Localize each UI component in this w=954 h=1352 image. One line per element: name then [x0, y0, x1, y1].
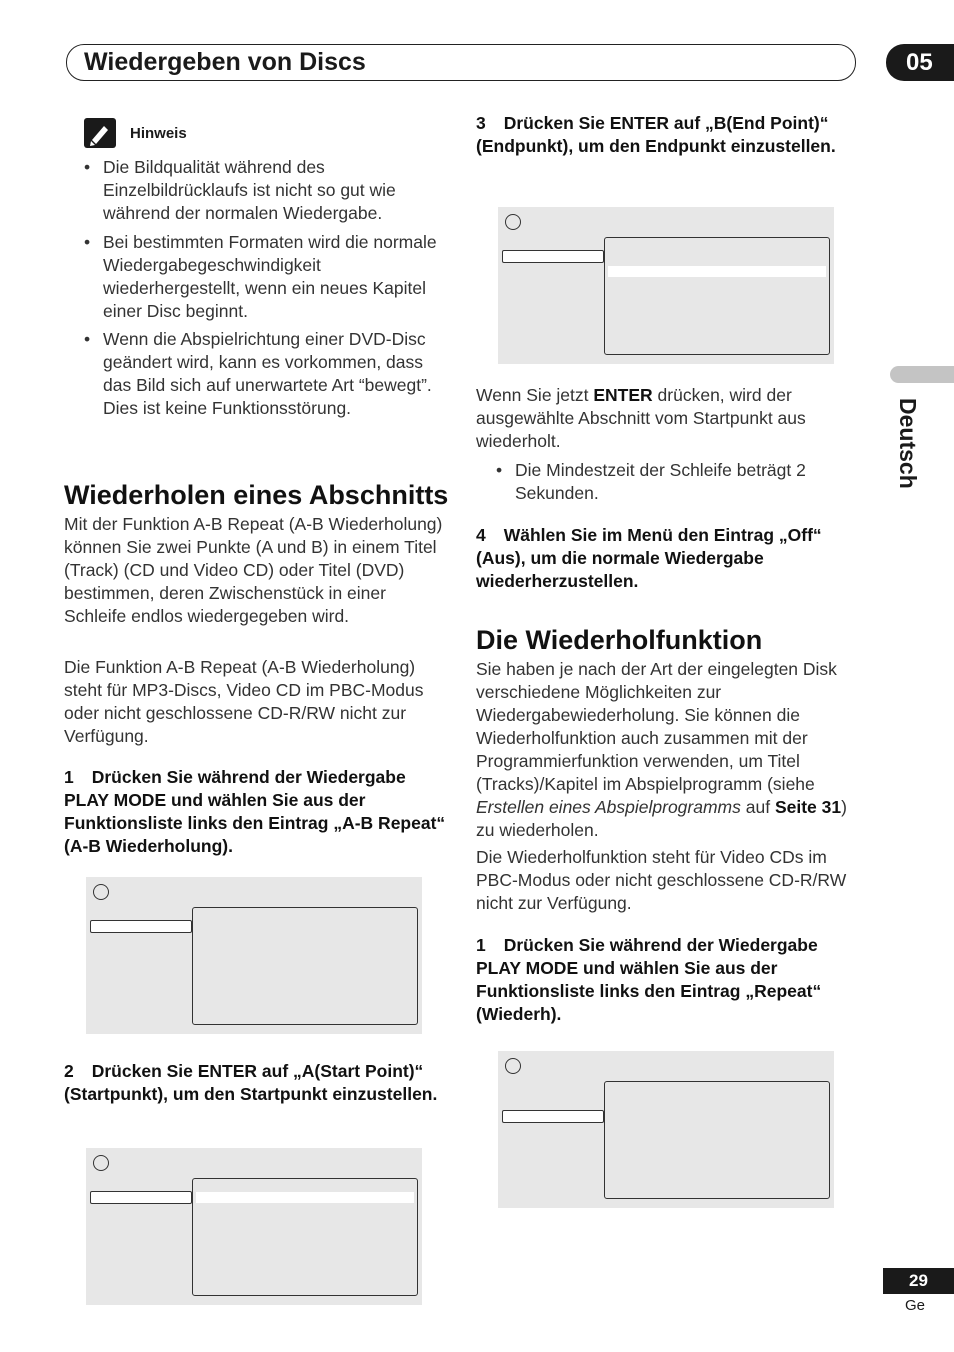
osd-screen-ab-start	[86, 1148, 422, 1305]
disc-icon	[505, 1058, 521, 1074]
ab-availability-paragraph: Die Funktion A-B Repeat (A-B Wiederholung) steht für MP3-Discs, Video CD im PBC-Modus oder nicht geschlossene CD-R/RW nicht zur Verfügung.	[64, 657, 424, 746]
note-label: Hinweis	[130, 125, 187, 142]
osd-screen-ab-end	[498, 207, 834, 364]
osd-highlight-end-point	[608, 266, 826, 277]
osd-function-list	[502, 250, 604, 263]
ab-step-2: 2 Drücken Sie ENTER auf „A(Start Point)“ (Startpunkt), um den Startpunkt einzustellen.	[64, 1061, 438, 1104]
ab-step-3: 3 Drücken Sie ENTER auf „B(End Point)“ (Endpunkt), um den Endpunkt einzustellen.	[476, 113, 836, 156]
osd-function-list	[502, 1110, 604, 1123]
section-title-ab-repeat: Wiederholen eines Abschnitts	[64, 480, 449, 510]
disc-icon	[505, 214, 521, 230]
note-bullet: • Bei bestimmten Formaten wird die normale Wiedergabegeschwindigkeit wiederhergestellt, wenn ein neues Kapitel einer Disc beginnt.	[84, 232, 437, 321]
page-number: 29	[883, 1268, 954, 1294]
note-bullet: • Wenn die Abspielrichtung einer DVD-Disc geändert wird, kann es vorkommen, dass das Bild sich auf unerwartete Art “bewegt”. Dies ist keine Funktionsstörung.	[84, 329, 432, 418]
ab-intro-paragraph: Mit der Funktion A-B Repeat (A-B Wiederholung) können Sie zwei Punkte (A und B) in einem Titel (Track) (CD und Video CD) oder Titel (DVD) bestimmen, deren Zwischenstück in einer Schleife endlos wiedergegeben wird.	[64, 514, 443, 626]
osd-function-list	[90, 920, 192, 933]
osd-screen-repeat-select	[498, 1051, 834, 1208]
ab-step-1: 1 Drücken Sie während der Wiedergabe PLAY MODE und wählen Sie aus der Funktionsliste links den Eintrag „A-B Repeat“ (A-B Wiederholung).	[64, 767, 446, 856]
ab-after-step-3-paragraph: Wenn Sie jetzt ENTER drücken, wird der ausgewählte Abschnitt vom Startpunkt aus wiederholt.	[476, 385, 806, 451]
ab-step-4: 4 Wählen Sie im Menü den Eintrag „Off“ (Aus), um die normale Wiedergabe wiederherzustellen.	[476, 525, 822, 591]
page-header-title: Wiedergeben von Discs	[84, 48, 366, 76]
ab-min-time-bullet: • Die Mindestzeit der Schleife beträgt 2 Sekunden.	[496, 460, 806, 503]
note-pencil-icon	[84, 118, 116, 148]
language-tab-marker	[890, 366, 954, 383]
repeat-availability-paragraph: Die Wiederholfunktion steht für Video CDs im PBC-Modus oder nicht geschlossene CD-R/RW nicht zur Verfügung.	[476, 847, 847, 913]
osd-function-list	[90, 1191, 192, 1204]
osd-screen-ab-select	[86, 877, 422, 1034]
chapter-badge: 05	[886, 44, 954, 81]
disc-icon	[93, 1155, 109, 1171]
section-title-repeat: Die Wiederholfunktion	[476, 625, 763, 655]
page-language-code: Ge	[905, 1297, 926, 1314]
note-bullet: • Die Bildqualität während des Einzelbildrücklaufs ist nicht so gut wie während der normalen Wiedergabe.	[84, 157, 396, 223]
osd-option-panel	[604, 237, 830, 355]
language-tab-label: Deutsch	[895, 398, 921, 489]
disc-icon	[93, 884, 109, 900]
osd-option-panel	[604, 1081, 830, 1199]
osd-highlight-start-point	[196, 1192, 414, 1203]
repeat-intro-paragraph: Sie haben je nach der Art der eingelegten Disk verschiedene Möglichkeiten zur Wiedergabewiederholung. Sie können die Wiederholfunktion auch zusammen mit der Programmierfunktion verwenden, um Titel (Tracks)/Kapitel im Abspielprogramm (siehe Erstellen eines Abspielprogramms auf Seite 31) zu wiederholen.	[476, 659, 847, 840]
osd-option-panel	[192, 907, 418, 1025]
repeat-step-1: 1 Drücken Sie während der Wiedergabe PLAY MODE und wählen Sie aus der Funktionsliste links den Eintrag „Repeat“ (Wiederh).	[476, 935, 822, 1024]
